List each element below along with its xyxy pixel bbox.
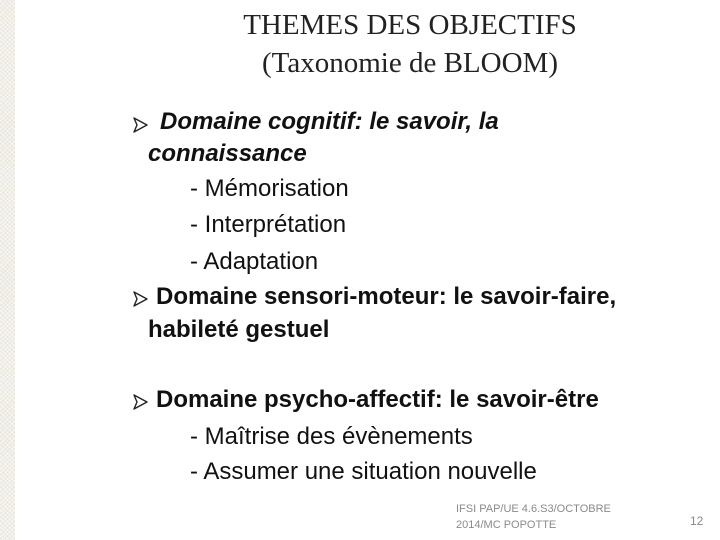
page-number: 12 (690, 514, 704, 528)
bullet-1-subitem: - Interprétation (190, 211, 347, 238)
bullet-1-subitem: - Mémorisation (190, 175, 349, 202)
arrowhead-bullet-icon (133, 291, 148, 307)
bullet-2-line-2: habileté gestuel (148, 316, 330, 343)
title-line-2: (Taxonomie de BLOOM) (262, 47, 558, 79)
bullet-2-line-1: Domaine sensori-moteur: le savoir-faire, (156, 283, 617, 310)
arrowhead-bullet-icon (133, 117, 148, 133)
bullet-1-subitem: - Adaptation (190, 248, 319, 275)
footer-line-1: IFSI PAP/UE 4.6.S3/OCTOBRE (456, 503, 611, 515)
bullet-1-line-2: connaissance (148, 140, 307, 167)
bullet-3-subitem: - Maîtrise des évènements (190, 423, 473, 450)
slide-title (120, 6, 700, 82)
slide-footer (456, 501, 611, 533)
bullet-1-line-1: Domaine cognitif: le savoir, la (160, 108, 499, 135)
left-decorative-strip (0, 0, 15, 540)
bullet-3-subitem: - Assumer une situation nouvelle (190, 458, 537, 485)
bullet-3-line-1: Domaine psycho-affectif: le savoir-être (156, 386, 599, 413)
footer-line-2: 2014/MC POPOTTE (456, 519, 557, 531)
title-line-1: THEMES DES OBJECTIFS (243, 9, 577, 41)
arrowhead-bullet-icon (133, 394, 148, 410)
